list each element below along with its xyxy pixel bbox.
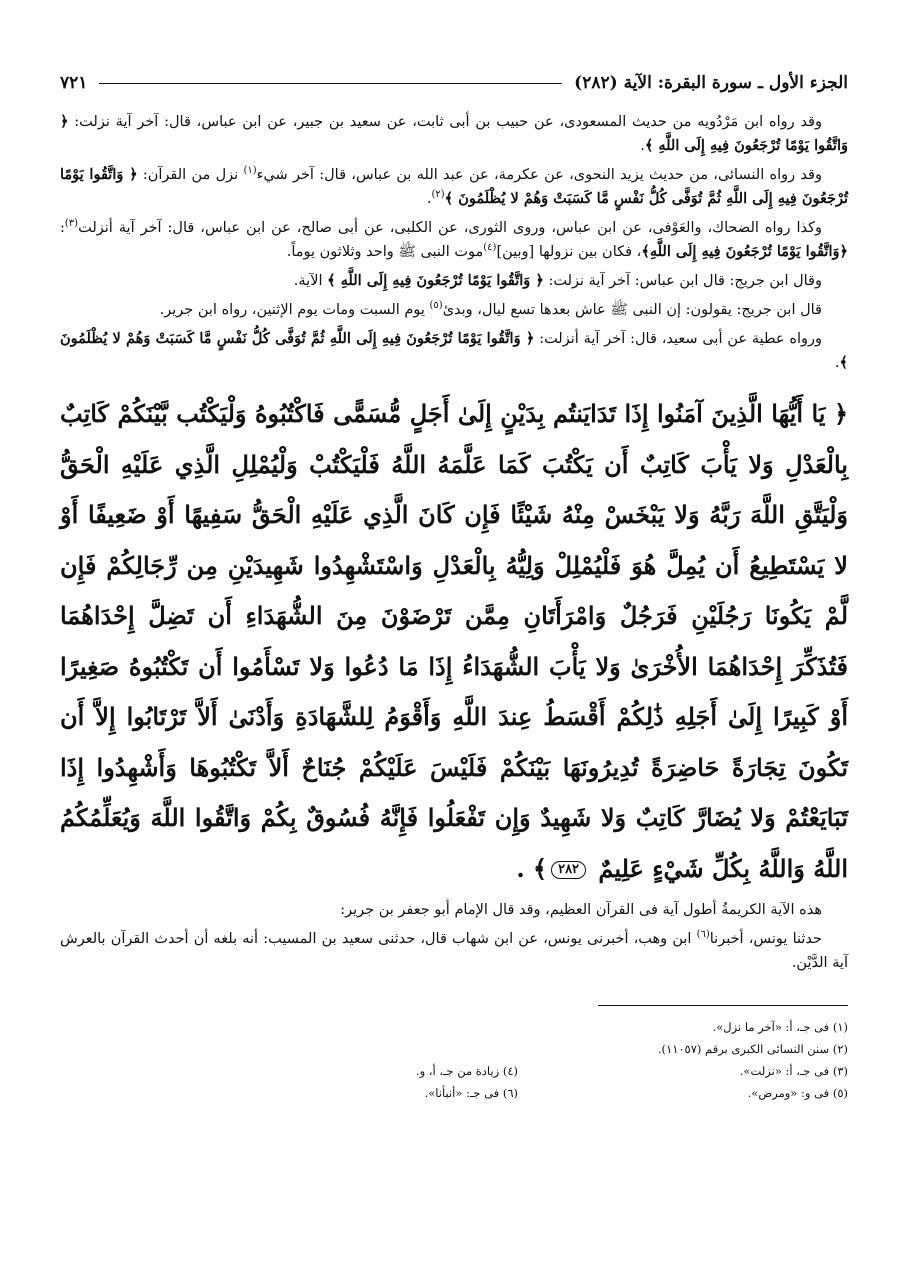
paragraph: قال ابن جريج: يقولون: إن النبى ﷺ عاش بعدها تسع ليال، وبدئ$^{(٥)}$ يوم السبت ومات يوم الإثنين، رواه ابن جرير. [159, 300, 822, 318]
commentary [60, 898, 848, 975]
paragraph: ورواه عطية عن أبى سعيد، قال: آخر آية أنزلت: ﴿ وَاتَّقُوا يَوْمًا تُرْجَعُونَ فِيهِ إِلَى اللَّهِ ثُمَّ تُوَفَّى كُلُّ نَفْسٍ مَّا كَسَبَتْ وَهُمْ لا يُظْلَمُونَ ﴾. [60, 330, 848, 371]
quran-quote: ﴿وَاتَّقُوا يَوْمًا تُرْجَعُونَ فِيهِ إِلَى اللَّهِ﴾ [641, 243, 848, 260]
paragraph: هذه الآية الكريمةُ أطول آية فى القرآن العظيم، وقد قال الإمام أبو جعفر بن جرير: [340, 902, 822, 918]
header-rule [99, 83, 562, 84]
footnote-ref: (٣) [64, 218, 79, 230]
running-title: الجزء الأول ـ سورة البقرة: الآية (٢٨٢) [574, 73, 848, 93]
quran-quote: ﴿ وَاتَّقُوا يَوْمًا تُرْجَعُونَ فِيهِ إِلَى اللَّهِ ثُمَّ تُوَفَّى كُلُّ نَفْسٍ مَّا كَسَبَتْ وَهُمْ لا يُظْلَمُونَ ﴾ [60, 330, 848, 371]
footnote: (١) فى جـ، أ: «آخر ما نزل». [712, 1020, 848, 1034]
quran-quote: ﴿ وَاتَّقُوا يَوْمًا تُرْجَعُونَ فِيهِ إِلَى اللَّهِ ﴾ [60, 113, 848, 154]
running-header [60, 68, 848, 98]
verse-close-bracket: ﴾ . [516, 853, 548, 883]
footnote-ref: (١) [243, 165, 257, 177]
quran-quote: ﴿ وَاتَّقُوا يَوْمًا تُرْجَعُونَ فِيهِ إِلَى اللَّهِ ﴾ [327, 272, 544, 289]
main-text [60, 110, 848, 1104]
footnote-ref: (٦) [696, 929, 710, 941]
page-number: ٧٢١ [60, 73, 88, 93]
verse-open-bracket: ﴿ [833, 399, 848, 428]
footnote: (٣) فى جـ، أ: «نزلت». [739, 1064, 848, 1078]
footnote: (٤) زيادة من جـ، أ، و. [415, 1064, 518, 1078]
paragraph: وقد رواه ابن مَرْدُويه من حديث المسعودى، عن حبيب بن أبى ثابت، عن سعيد بن جبير، عن ابن عباس، قال: آخر آية نزلت: ﴿ وَاتَّقُوا يَوْمًا تُرْجَعُونَ فِيهِ إِلَى اللَّهِ ﴾. [60, 113, 848, 154]
footnote-ref: (٥) [429, 300, 443, 312]
verse-text: يَا أَيُّهَا الَّذِينَ آمَنُوا إِذَا تَدَايَنتُم بِدَيْنٍ إِلَىٰ أَجَلٍ مُّسَمًّى فَاكْتُبُوهُ وَلْيَكْتُب بَّيْنَكُمْ كَاتِبٌ بِالْعَدْلِ وَلا يَأْبَ كَاتِبٌ أَن يَكْتُبَ كَمَا عَلَّمَهُ اللَّهُ فَلْيَكْتُبْ وَلْيُمْلِلِ الَّذِي عَلَيْهِ الْحَقُّ وَلْيَتَّقِ اللَّهَ رَبَّهُ وَلا يَبْخَسْ مِنْهُ شَيْئًا فَإِن كَانَ الَّذِي عَلَيْهِ الْحَقُّ سَفِيهًا أَوْ ضَعِيفًا أَوْ لا يَسْتَطِيعُ أَن يُمِلَّ هُوَ فَلْيُمْلِلْ وَلِيُّهُ بِالْعَدْلِ وَاسْتَشْهِدُوا شَهِيدَيْنِ مِن رِّجَالِكُمْ فَإِن لَّمْ يَكُونَا رَجُلَيْنِ فَرَجُلٌ وَامْرَأَتَانِ مِمَّن تَرْضَوْنَ مِنَ الشُّهَدَاءِ أَن تَضِلَّ إِحْدَاهُمَا فَتُذَكِّرَ إِحْدَاهُمَا الأُخْرَىٰ وَلا يَأْبَ الشُّهَدَاءُ إِذَا مَا دُعُوا وَلا تَسْأَمُوا أَن تَكْتُبُوهُ صَغِيرًا أَوْ كَبِيرًا إِلَىٰ أَجَلِهِ ذَٰلِكُمْ أَقْسَطُ عِندَ اللَّهِ وَأَقْوَمُ لِلشَّهَادَةِ وَأَدْنَىٰ أَلاَّ تَرْتَابُوا إِلاَّ أَن تَكُونَ تِجَارَةً حَاضِرَةً تُدِيرُونَهَا بَيْنَكُمْ فَلَيْسَ عَلَيْكُمْ جُنَاحٌ أَلاَّ تَكْتُبُوهَا وَأَشْهِدُوا إِذَا تَبَايَعْتُمْ وَلا يُضَارَّ كَاتِبٌ وَلا شَهِيدٌ وَإِن تَفْعَلُوا فَإِنَّهُ فُسُوقٌ بِكُمْ وَاتَّقُوا اللَّهَ وَيُعَلِّمُكُمُ اللَّهُ وَاللَّهُ بِكُلِّ شَيْءٍ عَلِيمٌ [60, 399, 849, 883]
footnote-ref: (٤) [483, 242, 497, 254]
footnote-separator [598, 1005, 848, 1006]
footnote-ref: (٢) [431, 189, 445, 201]
paragraph: وكذا رواه الضحاك، والعَوْفى، عن ابن عباس، وروى الثورى، عن الكلبى، عن أبى صالح، عن ابن عباس، قال: آخر آية أنزلت$^{(٣)}$: ﴿وَاتَّقُوا يَوْمًا تُرْجَعُونَ فِيهِ إِلَى اللَّهِ﴾، فكان بين نزولها [وبين]$^{(٤)}$موت النبى ﷺ واحد وثلاثون يوماً. [60, 218, 848, 260]
footnote: (٥) فى و: «ومرض». [747, 1086, 848, 1100]
paragraph: وقال ابن جريج: قال ابن عباس: آخر آية نزلت: ﴿ وَاتَّقُوا يَوْمًا تُرْجَعُونَ فِيهِ إِلَى اللَّهِ ﴾ الآية. [293, 272, 822, 289]
footnote: (٦) فى جـ: «أنبأنا». [424, 1086, 518, 1100]
quran-quote: ﴿ وَاتَّقُوا يَوْمًا تُرْجَعُونَ فِيهِ إِلَى اللَّهِ ثُمَّ تُوَفَّى كُلُّ نَفْسٍ مَّا كَسَبَتْ وَهُمْ لا يُظْلَمُونَ ﴾ [60, 166, 848, 207]
book-page [60, 68, 848, 1236]
footnotes [60, 1016, 848, 1104]
paragraph: حدثنا يونس، أخبرنا$^{(٦)}$ ابن وهب، أخبرنى يونس، عن ابن شهاب قال، حدثنى سعيد بن المسيب: أنه بلغه أن أحدث القرآن بالعرش آية الدَّيْن. [60, 929, 848, 971]
paragraph: وقد رواه النسائى، من حديث يزيد النحوى، عن عكرمة، عن عبد الله بن عباس، قال: آخر شيء$^{(١)}$ نزل من القرآن: ﴿ وَاتَّقُوا يَوْمًا تُرْجَعُونَ فِيهِ إِلَى اللَّهِ ثُمَّ تُوَفَّى كُلُّ نَفْسٍ مَّا كَسَبَتْ وَهُمْ لا يُظْلَمُونَ ﴾$^{(٢)}$. [60, 165, 848, 207]
ayah-number-badge: ٢٨٢ [551, 861, 586, 879]
verse-block [60, 389, 848, 894]
footnote: (٢) سنن النسائى الكبرى برقم (١١٠٥٧). [657, 1042, 848, 1056]
